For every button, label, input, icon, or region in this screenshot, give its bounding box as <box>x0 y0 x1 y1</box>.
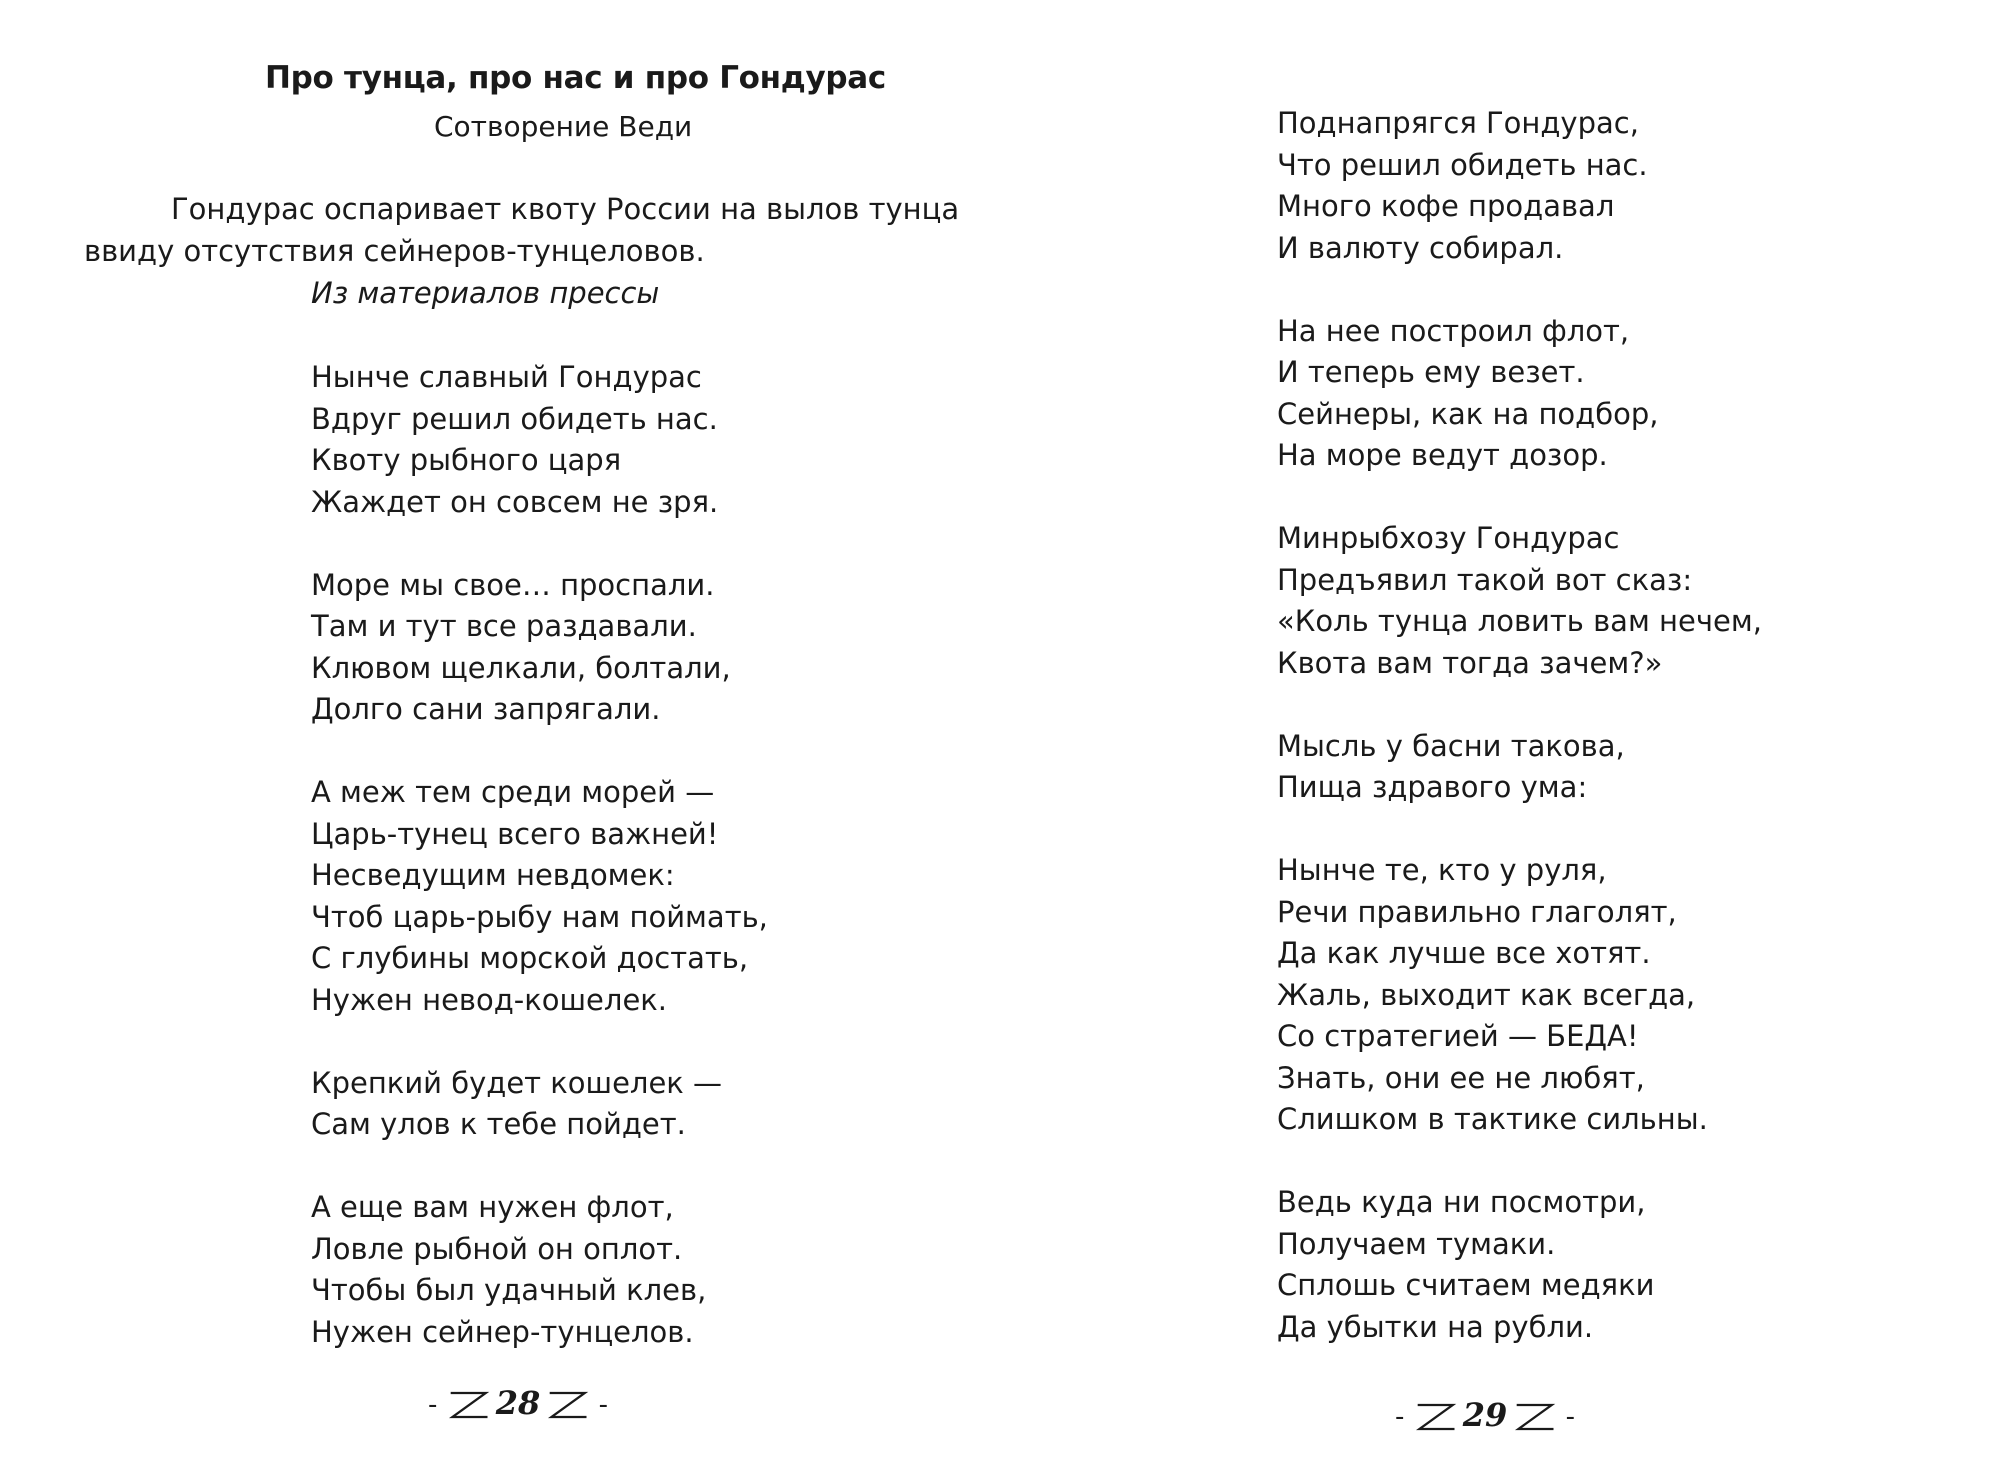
poem-line: На нее построил флот, <box>1277 313 1630 348</box>
ornament-dash: - <box>1565 1402 1575 1432</box>
poem-line: Чтобы был удачный клев, <box>311 1273 707 1307</box>
stanza <box>1277 850 1762 1141</box>
poem-line: Ловле рыбной он оплот. <box>311 1231 683 1266</box>
poem-line: Знать, они ее не любят, <box>1277 1060 1645 1095</box>
poem-line: Сплошь считаем медяки <box>1277 1268 1655 1302</box>
poem-line: Нужен невод-кошелек. <box>311 982 668 1017</box>
poem-line: Море мы свое… проспали. <box>311 567 715 602</box>
poem-line: Нынче те, кто у руля, <box>1277 853 1607 887</box>
poem-line: Поднапрягся Гондурас, <box>1277 106 1639 140</box>
poem-line: Царь-тунец всего важней! <box>311 816 719 851</box>
poem-line: Речи правильно глаголят, <box>1277 894 1677 929</box>
poem-line: На море ведут дозор. <box>1277 438 1608 472</box>
left-poem <box>311 357 768 1395</box>
poem-line: Квота вам тогда зачем?» <box>1277 645 1663 680</box>
poem-line: Минрыбхозу Гондурас <box>1277 521 1620 555</box>
zigzag-ornament-icon <box>1513 1400 1555 1434</box>
poem-line: Предъявил такой вот сказ: <box>1277 562 1693 597</box>
stanza <box>1277 103 1762 269</box>
poem-line: Да как лучше все хотят. <box>1277 936 1651 970</box>
poem-line: Клювом щелкали, болтали, <box>311 650 731 685</box>
poem-line: «Коль тунца ловить вам нечем, <box>1277 604 1762 638</box>
poem-subtitle: Сотворение Веди <box>434 110 693 143</box>
poem-line: Там и тут все раздавали. <box>311 609 697 643</box>
page-number-ornament <box>418 1380 618 1430</box>
zigzag-ornament-icon <box>546 1388 588 1422</box>
poem-line: Крепкий будет кошелек — <box>311 1065 723 1100</box>
epigraph-source: Из материалов прессы <box>311 276 660 310</box>
poem-title: Про тунца, про нас и про Гондурас <box>265 60 886 96</box>
poem-line: Сейнеры, как на подбор, <box>1277 396 1659 431</box>
ornament-dash: - <box>428 1390 438 1420</box>
poem-line: Мысль у басни такова, <box>1277 728 1625 763</box>
poem-line: Ведь куда ни посмотри, <box>1277 1185 1646 1219</box>
stanza <box>311 565 768 731</box>
stanza <box>311 772 768 1021</box>
poem-line: Получаем тумаки. <box>1277 1226 1556 1261</box>
zigzag-ornament-icon <box>447 1388 489 1422</box>
poem-line: Жаль, выходит как всегда, <box>1277 977 1696 1012</box>
ornament-dash: - <box>1395 1402 1405 1432</box>
poem-line: Что решил обидеть нас. <box>1277 147 1648 182</box>
stanza <box>311 357 768 523</box>
right-poem <box>1277 103 1762 1390</box>
page-number: 28 <box>495 1384 541 1422</box>
epigraph-line: Гондурас оспаривает квоту России на вылов тунца <box>171 192 960 226</box>
stanza <box>1277 518 1762 684</box>
poem-line: Нужен сейнер-тунцелов. <box>311 1314 694 1349</box>
poem-line: Квоту рыбного царя <box>311 443 622 477</box>
page-number-ornament <box>1385 1392 1585 1442</box>
page-number: 29 <box>1462 1396 1508 1434</box>
stanza <box>311 1187 768 1353</box>
zigzag-ornament-icon <box>1414 1400 1456 1434</box>
poem-line: Жаждет он совсем не зря. <box>311 484 719 519</box>
stanza <box>311 1063 768 1146</box>
epigraph <box>84 188 959 314</box>
poem-line: Вдруг решил обидеть нас. <box>311 401 718 436</box>
poem-line: Чтоб царь-рыбу нам поймать, <box>311 899 768 934</box>
epigraph-line: ввиду отсутствия сейнеров-тунцеловов. <box>84 234 705 268</box>
poem-line: С глубины морской достать, <box>311 941 749 975</box>
poem-line: Долго сани запрягали. <box>311 692 661 726</box>
poem-line: Много кофе продавал <box>1277 189 1615 223</box>
poem-line: Слишком в тактике сильны. <box>1277 1102 1708 1136</box>
poem-line: Да убытки на рубли. <box>1277 1309 1594 1344</box>
poem-line: А еще вам нужен флот, <box>311 1190 674 1224</box>
poem-line: Пища здравого ума: <box>1277 770 1588 804</box>
poem-line: Со стратегией — БЕДА! <box>1277 1019 1639 1053</box>
poem-line: И теперь ему везет. <box>1277 355 1585 389</box>
poem-line: Сам улов к тебе пойдет. <box>311 1107 686 1141</box>
stanza <box>1277 311 1762 477</box>
stanza <box>1277 1182 1762 1348</box>
poem-line: Нынче славный Гондурас <box>311 360 702 394</box>
ornament-dash: - <box>598 1390 608 1420</box>
poem-line: А меж тем среди морей — <box>311 775 715 809</box>
right-page <box>1000 0 2000 1482</box>
poem-line: И валюту собирал. <box>1277 230 1564 265</box>
poem-line: Несведущим невдомек: <box>311 858 675 892</box>
stanza <box>1277 726 1762 809</box>
